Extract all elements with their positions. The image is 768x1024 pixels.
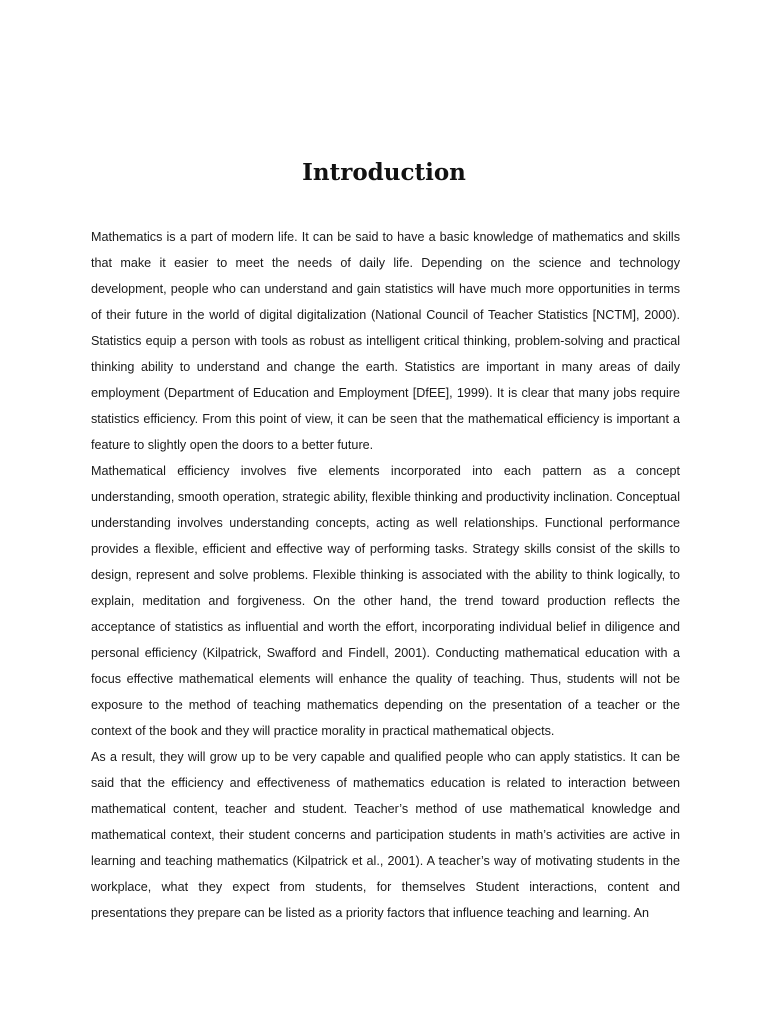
paragraph-2: Mathematical efficiency involves five elements incorporated into each pattern as a concept understanding, smooth operation, strategic ability, flexible thinking and productivity inclination. Conceptual understanding involves understanding concepts, acting as well relationships. Functional performance provides a flexible, efficient and effective way of performing tasks. Strategy skills consist of the skills to design, represent and solve problems. Flexible thinking is associated with the ability to think logically, to explain, meditation and forgiveness. On the other hand, the trend toward production reflects the acceptance of statistics as influential and worth the effort, incorporating individual belief in diligence and personal efficiency (Kilpatrick, Swafford and Findell, 2001). Conducting mathematical education with a focus effective mathematical elements will enhance the quality of teaching. Thus, students will not be exposure to the method of teaching mathematics depending on the presentation of a teacher or the context of the book and they will practice morality in practical mathematical objects. [91, 464, 680, 738]
document-body [91, 224, 680, 926]
paragraph-3: As a result, they will grow up to be very capable and qualified people who can apply statistics. It can be said that the efficiency and effectiveness of mathematics education is related to interaction between mathematical content, teacher and student. Teacher’s method of use mathematical knowledge and mathematical context, their student concerns and participation students in math’s activities are active in learning and teaching mathematics (Kilpatrick et al., 2001). A teacher’s way of motivating students in the workplace, what they expect from students, for themselves Student interactions, content and presentations they prepare can be listed as a priority factors that influence teaching and learning. An [91, 750, 680, 920]
paragraph-1: Mathematics is a part of modern life. It can be said to have a basic knowledge of mathematics and skills that make it easier to meet the needs of daily life. Depending on the science and technology development, people who can understand and gain statistics will have much more opportunities in terms of their future in the world of digital digitalization (National Council of Teacher Statistics [NCTM], 2000). Statistics equip a person with tools as robust as intelligent critical thinking, problem-solving and practical thinking ability to understand and change the earth. Statistics are important in many areas of daily employment (Department of Education and Employment [DfEE], 1999). It is clear that many jobs require statistics efficiency. From this point of view, it can be seen that the mathematical efficiency is important a feature to slightly open the doors to a better future. [91, 230, 680, 452]
page-title: Introduction [302, 159, 466, 186]
